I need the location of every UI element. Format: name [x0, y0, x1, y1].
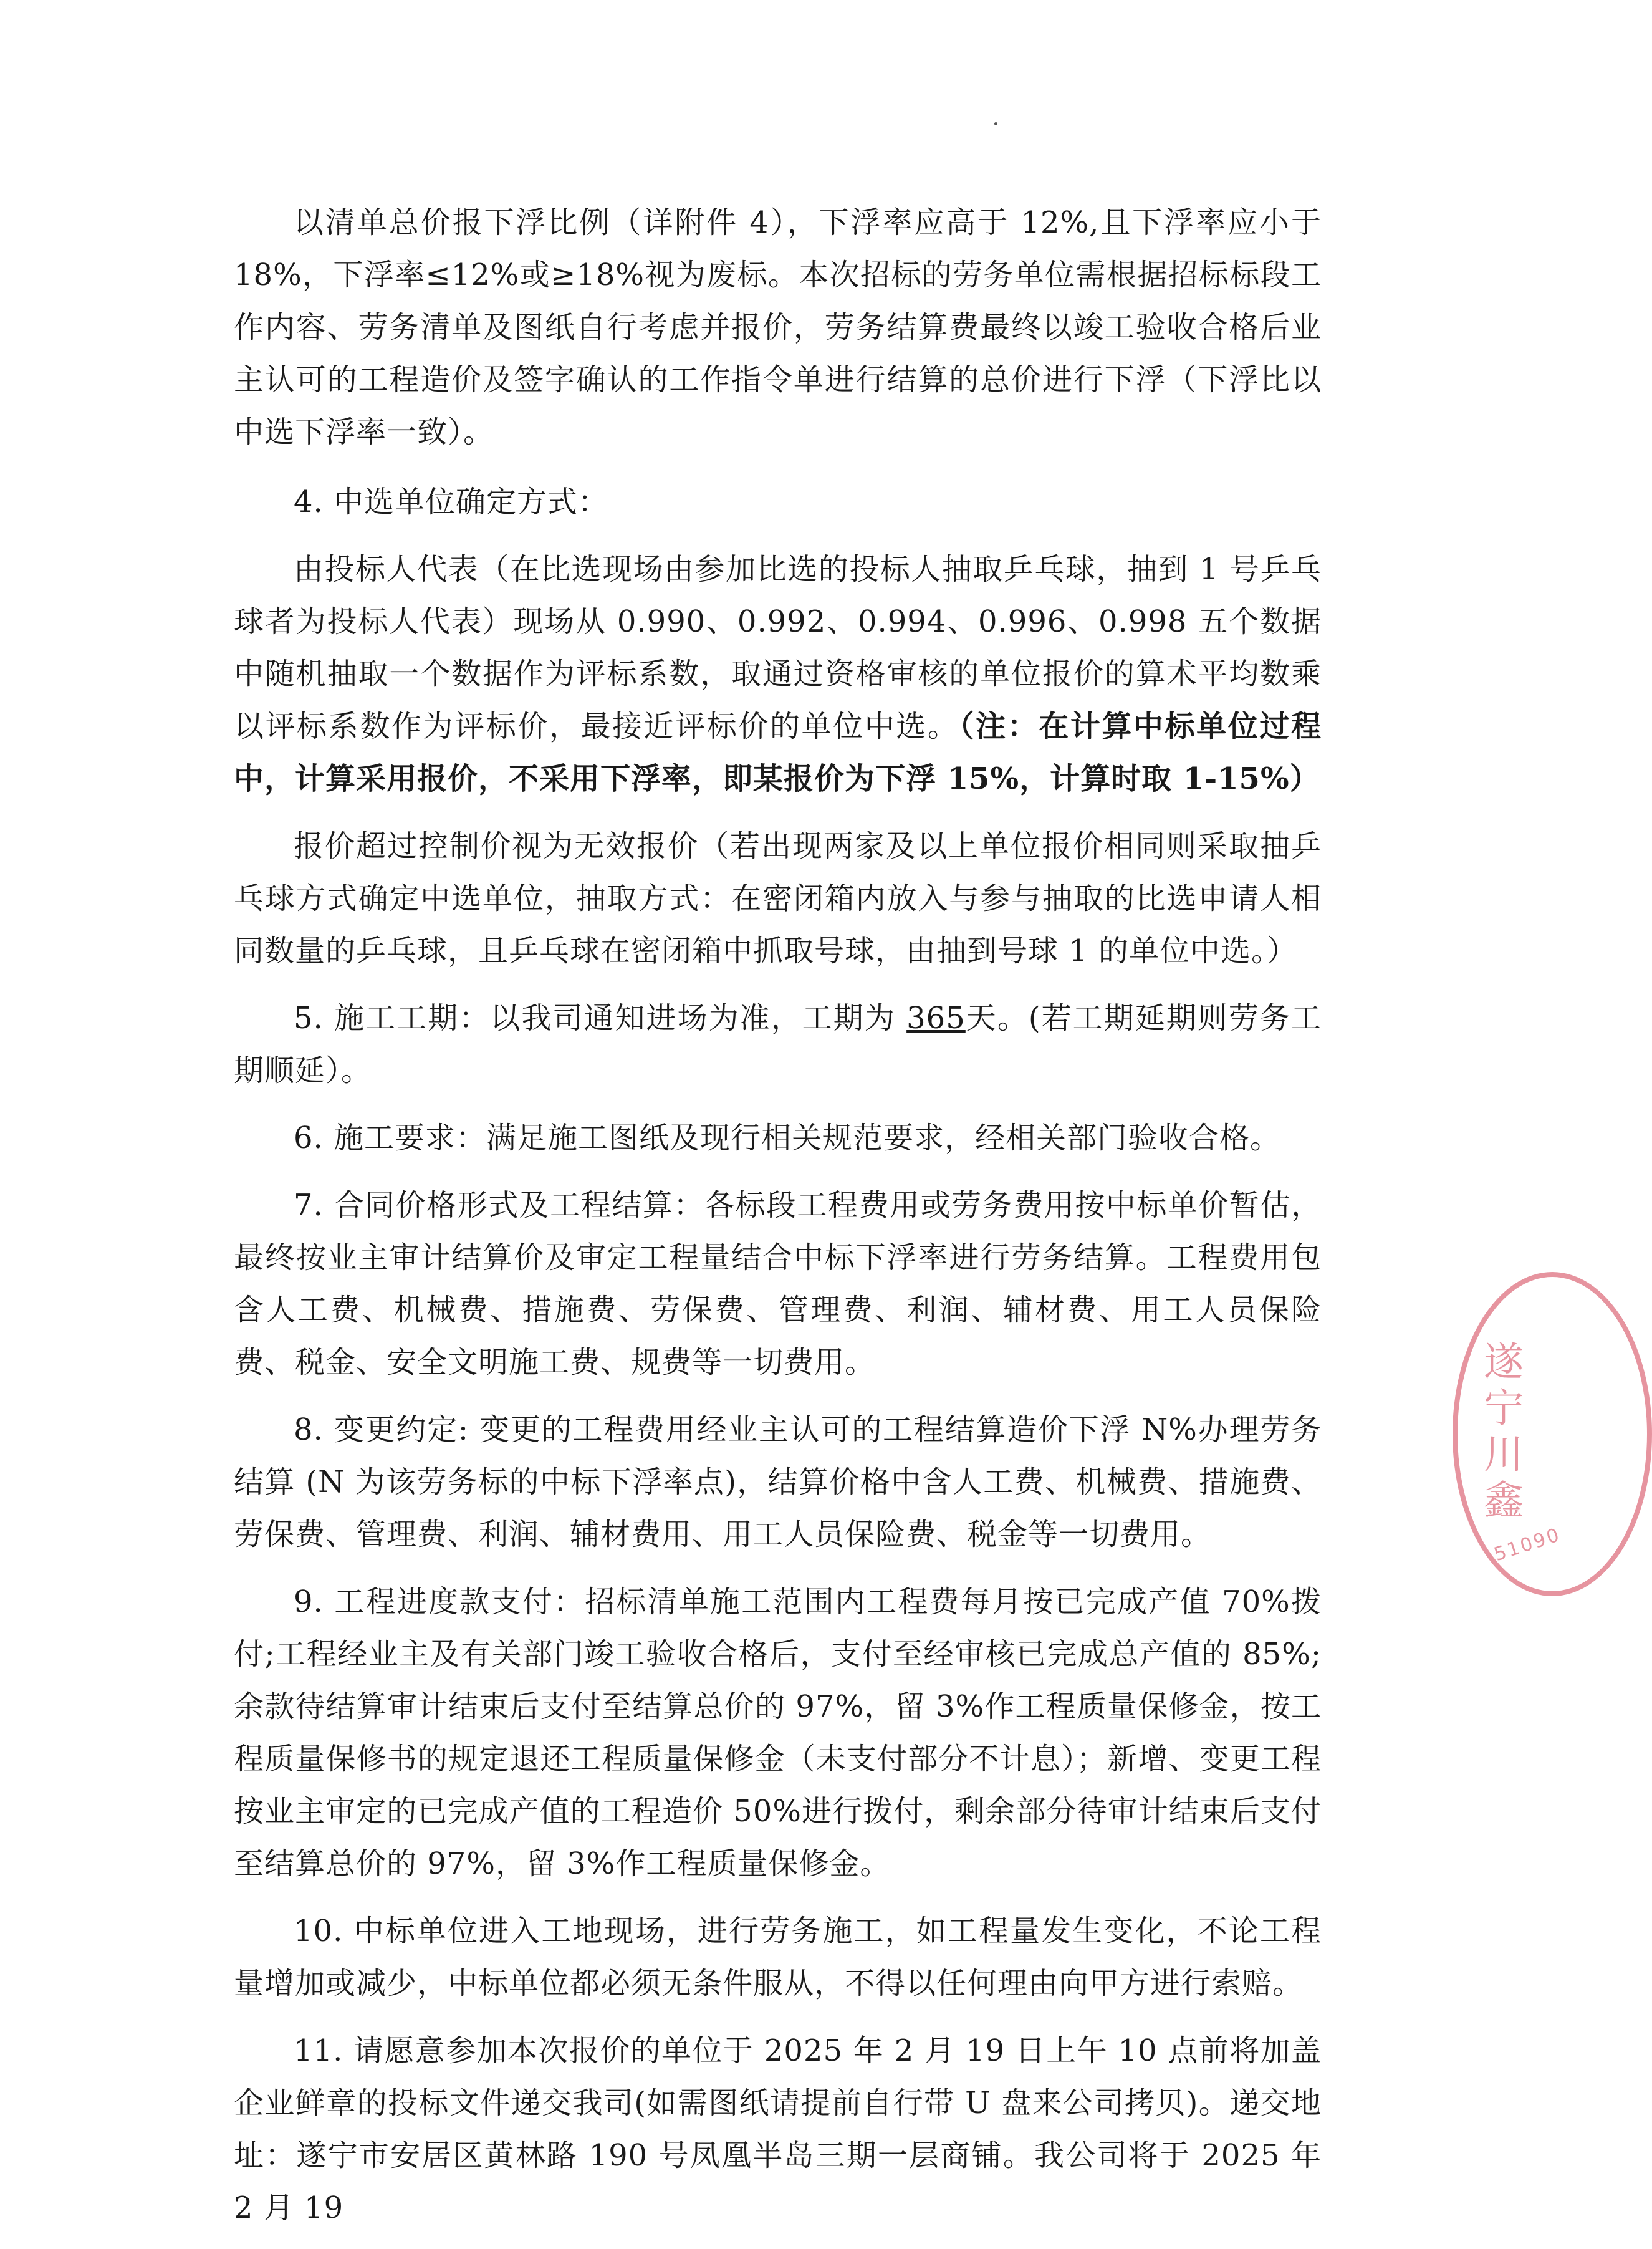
paragraph-selection-rule [234, 543, 1322, 805]
paragraph-change-agreement: 8. 变更约定: 变更的工程费用经业主认可的工程结算造价下浮 N%办理劳务结算 (N 为该劳务标的中标下浮率点)，结算价格中含人工费、机械费、措施费、劳保费、管理费、利润、辅材费用、用工人员保险费、税金等一切费用。 [234, 1412, 1322, 1552]
paragraph-construction-requirements: 6. 施工要求：满足施工图纸及现行相关规范要求，经相关部门验收合格。 [294, 1120, 1281, 1155]
paragraph-submission: 11. 请愿意参加本次报价的单位于 2025 年 2 月 19 日上午 10 点前将加盖企业鲜章的投标文件递交我司(如需图纸请提前自行带 U 盘来公司拷贝)。递交地址：遂宁市安居区黄林路 190 号凤凰半岛三期一层商铺。我公司将于 2025 年 2 月 19 [234, 2033, 1322, 2225]
stamp-text: 遂宁川鑫 [1477, 1341, 1523, 1525]
period-suffix: 天。(若工期延期则劳务工期顺延）。 [234, 1001, 1322, 1088]
selection-rule-note: （注：在计算中标单位过程中，计算采用报价，不采用下浮率，即某报价为下浮 15%，计算时取 1-15%） [234, 709, 1322, 796]
paragraph-progress-payment: 9. 工程进度款支付：招标清单施工范围内工程费每月按已完成产值 70%拨付;工程经业主及有关部门竣工验收合格后，支付至经审核已完成总产值的 85%;余款待结算审计结束后支付至结算总价的 97%，留 3%作工程质量保修金，按工程质量保修书的规定退还工程质量保修金（未支付部分不计息）；新增、变更工程按业主审定的已完成产值的工程造价 50%进行拨付，剩余部分待审计结束后支付至结算总价的 97%，留 3%作工程质量保修金。 [234, 1584, 1322, 1881]
selection-rule-text: 由投标人代表（在比选现场由参加比选的投标人抽取乒乓球，抽到 1 号乒乓球者为投标人代表）现场从 0.990、0.992、0.994、0.996、0.998 五个数据中随机抽取一个数据作为评标系数，取通过资格审核的单位报价的算术平均数乘以评标系数作为评标价，最接近评标价的单位中选。 [234, 552, 1322, 744]
period-prefix: 5. 施工工期：以我司通知进场为准，工期为 [294, 1001, 907, 1036]
paragraph-bid-float-rate: 以清单总价报下浮比例（详附件 4），下浮率应高于 12%,且下浮率应小于18%，下浮率≤12%或≥18%视为废标。本次招标的劳务单位需根据招标标段工作内容、劳务清单及图纸自行考虑并报价，劳务结算费最终以竣工验收合格后业主认可的工程造价及签字确认的工作指令单进行结算的总价进行下浮（下浮比以中选下浮率一致）。 [234, 205, 1322, 450]
period-days: 365 [906, 1001, 966, 1036]
scan-speck [994, 122, 997, 125]
paragraph-construction-period [234, 992, 1322, 1097]
stamp-code: 51090 [1491, 1523, 1564, 1566]
document-body [234, 196, 1322, 2249]
paragraph-invalid-bid: 报价超过控制价视为无效报价（若出现两家及以上单位报价相同则采取抽乒乓球方式确定中选单位，抽取方式：在密闭箱内放入与参与抽取的比选申请人相同数量的乒乓球，且乒乓球在密闭箱中抓取号球，由抽到号球 1 的单位中选。） [234, 829, 1322, 968]
paragraph-contract-price: 7. 合同价格形式及工程结算：各标段工程费用或劳务费用按中标单价暂估，最终按业主审计结算价及审定工程量结合中标下浮率进行劳务结算。工程费用包含人工费、机械费、措施费、劳保费、管理费、利润、辅材费、用工人员保险费、税金、安全文明施工费、规费等一切费用。 [234, 1188, 1322, 1380]
heading-selection-method: 4. 中选单位确定方式： [294, 484, 609, 519]
paragraph-site-entry: 10. 中标单位进入工地现场，进行劳务施工，如工程量发生变化，不论工程量增加或减少，中标单位都必须无条件服从，不得以任何理由向甲方进行索赔。 [234, 1914, 1322, 2001]
